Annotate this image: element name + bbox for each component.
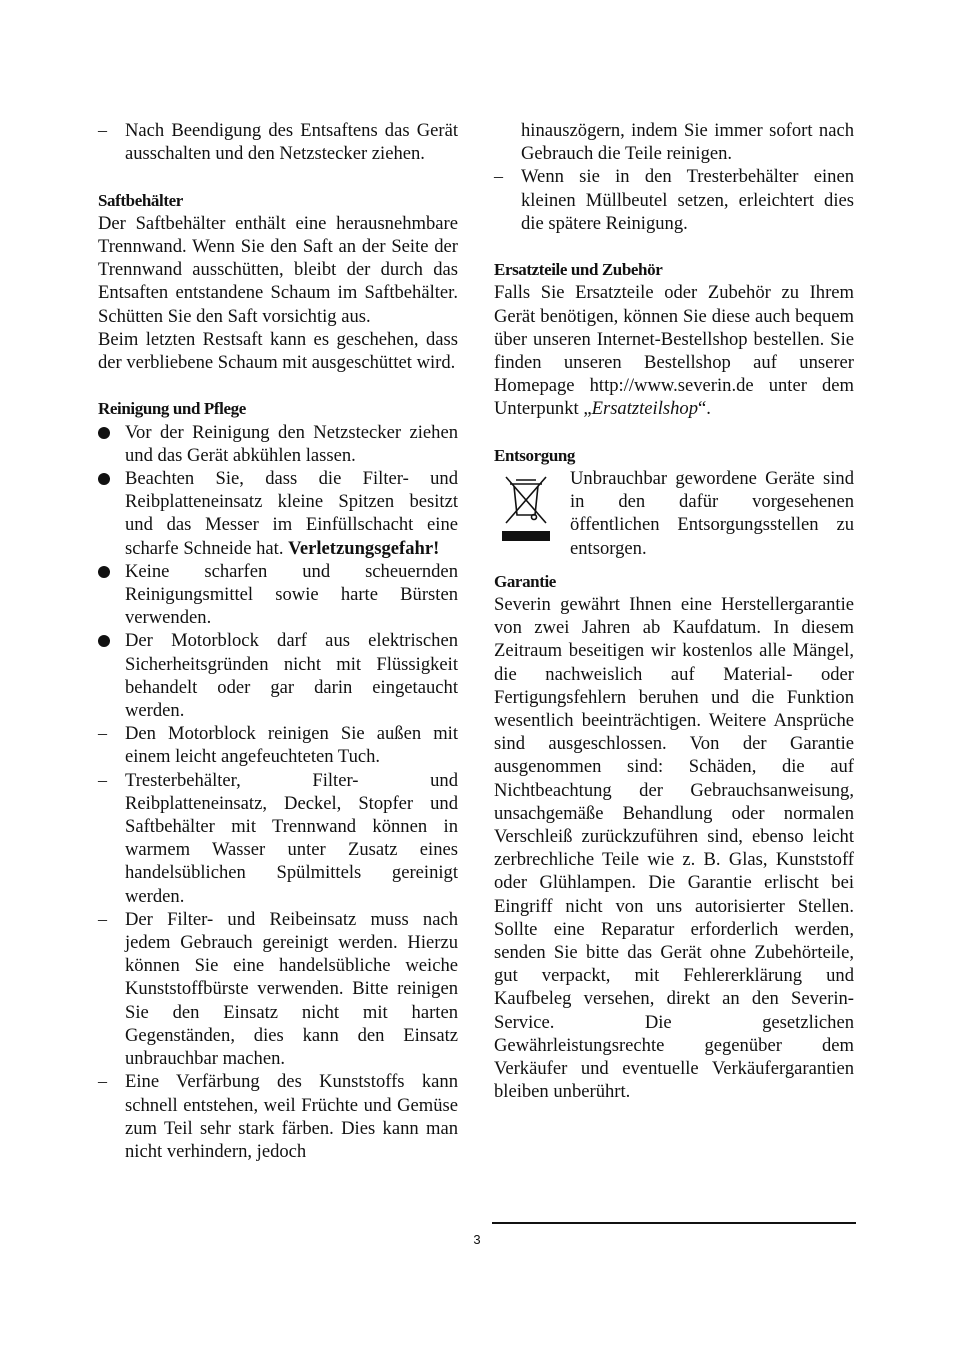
page-number: 3: [473, 1232, 481, 1247]
bullet-item: [98, 629, 458, 722]
item-text: Tresterbehälter, Filter- und Reibplatteneinsatz, Deckel, Stopfer und Saftbehälter mit Trennwand können in warmem Wasser unter Zusatz eines handelsüblichen Spülmittels gereinigt werden.: [125, 769, 458, 907]
dash-marker: –: [494, 166, 503, 187]
item-text: hinauszögern, indem Sie immer sofort nach Gebrauch die Teile reinigen.: [521, 120, 854, 165]
bullet-item: [98, 467, 458, 560]
item-text: Vor der Reinigung den Netzstecker ziehen und das Gerät abkühlen lassen.: [125, 421, 458, 466]
item-text: Wenn sie in den Tresterbehälter einen kleinen Müllbeutel setzen, erleichtert dies die spätere Reinigung.: [521, 166, 854, 234]
dash-marker: –: [98, 120, 107, 140]
paragraph: Falls Sie Ersatzteile oder Zubehör zu Ihrem Gerät benötigen, können Sie diese auch bequem über unseren Internet-Bestellshop bestellen. Sie finden unseren Bestellshop auf unserer Homepage http://www.severin.de unter dem Unterpunkt „Ersatzteilshop“.: [494, 282, 854, 420]
right-column: [494, 119, 854, 1104]
list-item-continued: [494, 119, 854, 165]
list-item: [98, 908, 458, 1070]
paragraph: Beim letzten Restsaft kann es geschehen, dass der verbliebene Schaum mit ausgeschüttet wird.: [98, 328, 458, 374]
left-column: [98, 119, 458, 1163]
list-item: [494, 165, 854, 235]
item-text: Nach Beendigung des Entsaftens das Gerät ausschalten und den Netzstecker ziehen.: [125, 120, 458, 165]
item-text: Keine scharfen und scheuernden Reinigungsmittel sowie harte Bürsten verwenden.: [125, 560, 458, 629]
item-text: Der Filter- und Reibeinsatz muss nach jedem Gebrauch gereinigt werden. Hierzu können Sie eine handelsübliche weiche Kunststoffbürste verwenden. Bitte reinigen Sie den Einsatz nicht mit harten Gegenständen, dies kann den Einsatz unbrauchbar machen.: [125, 908, 458, 1070]
paragraph: Der Saftbehälter enthält eine herausnehmbare Trennwand. Wenn Sie den Saft an der Seite der Trennwand ausschütten, bleibt der durch das Entsaften entstandene Schaum im Saftbehälter. Schütten Sie den Saft vorsichtig aus.: [98, 212, 458, 327]
bullet-marker: [98, 421, 118, 445]
section-heading-garantie: Garantie: [494, 571, 556, 591]
bullet-marker: [98, 467, 118, 491]
dash-marker: –: [98, 769, 107, 790]
item-text: Beachten Sie, dass die Filter- und Reibplatteneinsatz kleine Spitzen besitzt und das Messer im Einfüllschacht eine scharfe Schneide hat.: [125, 468, 458, 559]
item-text: Eine Verfärbung des Kunststoffs kann schnell entstehen, weil Früchte und Gemüse zum Teil sehr stark färben. Dies kann man nicht verhindern, jedoch: [125, 1071, 458, 1162]
list-item: [98, 722, 458, 768]
item-text: Den Motorblock reinigen Sie außen mit einem leicht angefeuchteten Tuch.: [125, 723, 458, 768]
disposal-text: Unbrauchbar gewordene Geräte sind in den dafür vorgesehenen öffentlichen Entsorgungsstellen zu entsorgen.: [570, 468, 854, 559]
dash-marker: –: [98, 1071, 107, 1092]
shop-link-text: Ersatzteilshop: [591, 398, 698, 420]
bullet-marker: [98, 560, 118, 584]
dash-marker: –: [98, 908, 107, 929]
warning-text: Verletzungsgefahr!: [288, 537, 440, 559]
disposal-block: [494, 467, 854, 560]
section-heading-entsorgung: Entsorgung: [494, 445, 576, 465]
crossed-out-wheelie-bin-icon: [502, 471, 550, 543]
section-heading-ersatzteile: Ersatzteile und Zubehör: [494, 260, 663, 280]
item-text: Der Motorblock darf aus elektrischen Sicherheitsgründen nicht mit Flüssigkeit behandelt oder gar darin eingetaucht werden.: [125, 630, 458, 722]
paragraph: Severin gewährt Ihnen eine Herstellergarantie von zwei Jahren ab Kaufdatum. In diesem Zeitraum beseitigen wir kostenlos alle Mängel, die nachweislich auf Material- oder Fertigungsfehlern beruhen und die Funktion wesentlich beeinträchtigen. Weitere Ansprüche sind ausgeschlossen. Von der Garantie ausgenommen sind: Schäden, die auf Nichtbeachtung der Gebrauchsanweisung, unsachgemäße Behandlung oder normalen Verschleiß zurückzuführen sind, ebenso leicht zerbrechliche Teile wie z. B. Glas, Kunststoff oder Glühlampen. Die Garantie erlischt bei Eingriff nicht von uns autorisierter Stellen. Sollte eine Reparatur erforderlich werden, senden Sie bitte das Gerät ohne Zubehörteile, gut verpackt, mit Fehlererklärung und Kaufbeleg versehen, direkt an den Severin-Service. Die gesetzlichen Gewährleistungsrechte gegenüber dem Verkäufer und eventuelle Verkäufergarantien bleiben unberührt.: [494, 594, 854, 1103]
list-item: [98, 1070, 458, 1163]
list-item: [98, 769, 458, 908]
list-item: [98, 119, 458, 165]
footer-rule: [492, 1222, 856, 1224]
bullet-item: [98, 421, 458, 467]
bullet-marker: [98, 629, 118, 653]
bullet-item: [98, 560, 458, 630]
section-heading-saftbehaelter: Saftbehälter: [98, 190, 183, 210]
section-heading-reinigung: Reinigung und Pflege: [98, 399, 246, 419]
dash-marker: –: [98, 723, 107, 744]
